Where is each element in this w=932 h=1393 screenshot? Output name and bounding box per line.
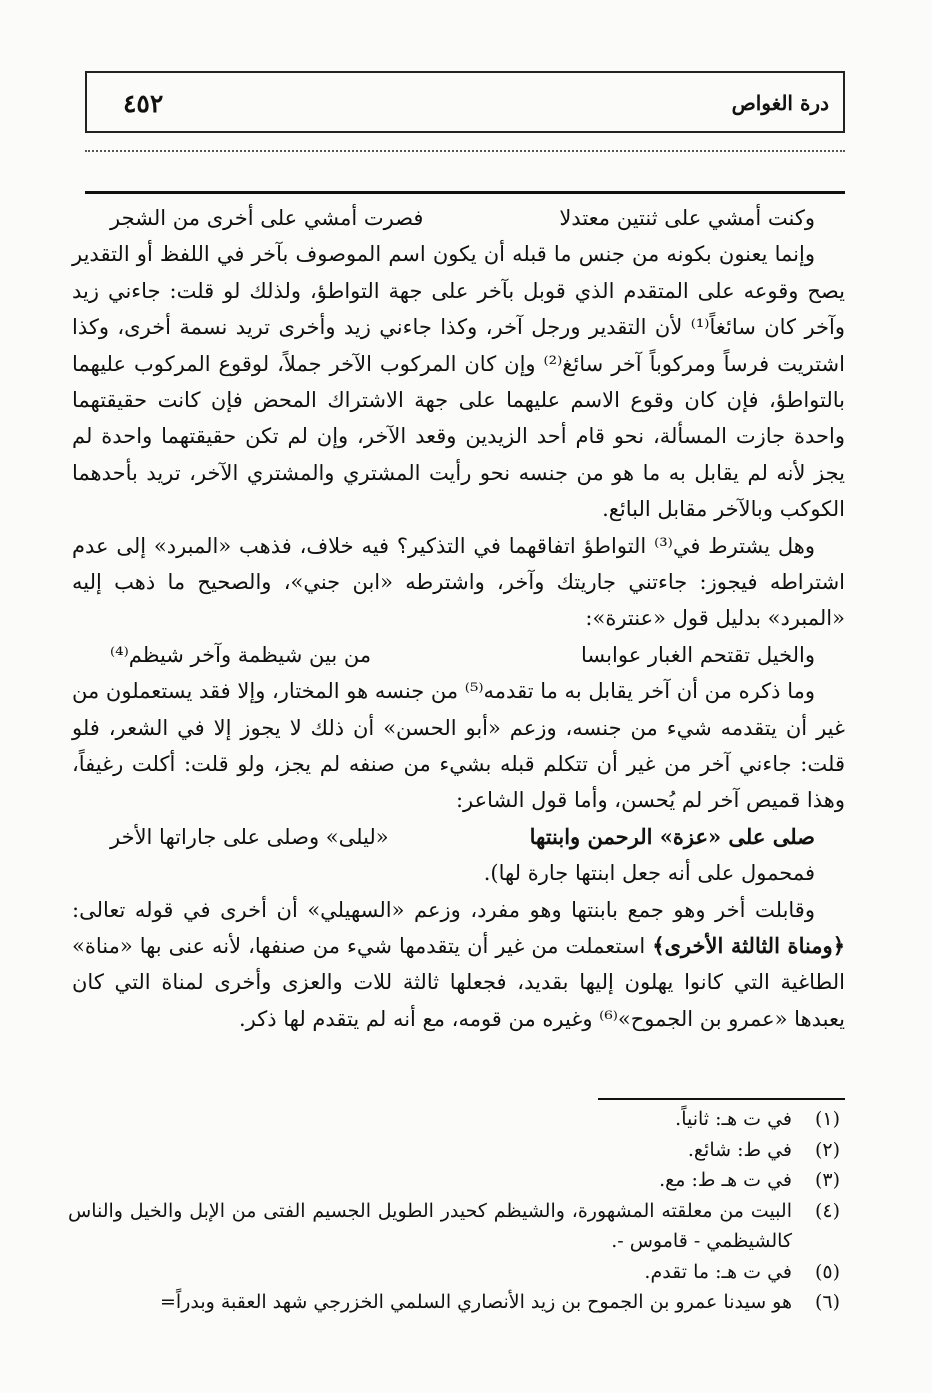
verse-line (72, 819, 845, 855)
footnote-text: في ط: شائع. (687, 1138, 792, 1161)
quran-quote: ﴿ومناة الثالثة الأخرى﴾ (652, 933, 845, 959)
footnote (68, 1196, 840, 1257)
footnote (68, 1287, 840, 1318)
footnote-text: هو سيدنا عمرو بن الجموح بن زيد الأنصاري السلمي الخزرجي شهد العقبة وبدراً= (160, 1291, 792, 1313)
paragraph-text: استعملت من غير أن يتقدمها شيء من صنفها، لأنه عنى بها «مناة» الطاغية التي كانوا يهلون إليها بقديد، فجعلها ثالثة للات والعزى وأخرى لمناة التي كان يعبدها «عمرو بن الجموح»⁽⁶⁾ وغيره من قومه، مع أنه لم يتقدم لها ذكر. (72, 934, 845, 1031)
dotted-separator (85, 150, 845, 152)
paragraph-text: وقابلت أخر وهو جمع بابنتها وهو مفرد، وزعم «السهيلي» أن أخرى في قوله تعالى: (72, 897, 815, 922)
footnote-text: في ت هـ: ثانياً. (675, 1108, 792, 1130)
verse-hemistich: وكنت أمشي على ثنتين معتدلا (559, 206, 815, 230)
footnote (68, 1165, 840, 1196)
verse-hemistich: فصرت أمشي على أخرى من الشجر (110, 206, 424, 230)
header-rule (85, 191, 845, 194)
footnote (68, 1257, 840, 1288)
paragraph: فمحمول على أنه جعل ابنتها جارة لها). (483, 861, 815, 886)
paragraph (72, 892, 845, 1038)
book-title: درة الغواص (731, 91, 829, 115)
footnote (68, 1104, 840, 1135)
page-number: ٤٥٢ (123, 89, 164, 118)
footnote-number: (١) (814, 1108, 840, 1130)
paragraph: وهل يشترط في⁽³⁾ التواطؤ اتفاقهما في التذكير؟ فيه خلاف، فذهب «المبرد» إلى عدم اشتراطه فيجوز: جاءتني جاريتك وآخر، واشترطه «ابن جني»، والصحيح ما ذهب إليه «المبرد» بدليل قول «عنترة»: (72, 533, 845, 631)
paragraph: وما ذكره من أن آخر يقابل به ما تقدمه⁽⁵⁾ من جنسه هو المختار، وإلا فقد يستعملون من غير أن يتقدمه شيء من جنسه، وزعم «أبو الحسن» أن ذلك لا يجوز إلا في الشعر، فلو قلت: جاءني آخر من غير أن تتكلم قبله بشيء من صنفه لم يجز، ولو قلت: أكلت رغيفاً، وهذا قميص آخر لم يُحسن، وأما قول الشاعر: (72, 679, 845, 813)
paragraph: وإنما يعنون بكونه من جنس ما قبله أن يكون اسم الموصوف بآخر في اللفظ أو التقدير يصح وقوعه على المتقدم الذي قوبل بآخر على جهة التواطؤ، ولذلك لو قلت: جاءني زيد وآخر كان سائغاً⁽¹⁾ لأن التقدير ورجل آخر، وكذا جاءني زيد وأخرى تريد نسمة أخرى، وكذا اشتريت فرساً ومركوباً آخر سائغ⁽²⁾ وإن كان المركوب الآخر جملاً، لوقوع المركوب عليهما بالتواطؤ، فإن كان وقوع الاسم عليهما على جهة الاشتراك المحض فإن كانت حقيقتهما واحدة جازت المسألة، نحو قام أحد الزيدين وقعد الآخر، وإن لم تكن حقيقتهما واحدة لم يجز لأنه لم يقابل به ما هو من جنسه نحو رأيت المشتري والمشتري الآخر، تريد بأحدهما الكوكب وبالآخر مقابل البائع. (72, 242, 845, 522)
footnote-number: (٥) (814, 1260, 840, 1283)
footnote-number: (٣) (814, 1169, 840, 1191)
footnote-number: (٢) (814, 1138, 840, 1161)
main-text (72, 200, 845, 1037)
verse-line (72, 200, 845, 236)
footnote-rule (598, 1098, 845, 1100)
verse-hemistich: صلى على «عزة» الرحمن وابنتها (529, 823, 815, 849)
footnote (68, 1135, 840, 1166)
footnote-number: (٦) (814, 1291, 840, 1313)
verse-hemistich: والخيل تقتحم الغبار عوابسا (581, 642, 815, 667)
footnote-text: البيت من معلقته المشهورة، والشيظم كحيدر الطويل الجسيم الفتى من الإبل والخيل والناس كالشيظمي - قاموس -. (68, 1199, 792, 1252)
footnotes (68, 1104, 840, 1318)
verse-line (72, 637, 845, 673)
verse-hemistich: من بين شيظمة وآخر شيظم⁽⁴⁾ (110, 642, 372, 667)
footnote-number: (٤) (814, 1199, 840, 1222)
footnote-text: في ت هـ ط: مع. (659, 1169, 792, 1191)
page-header (85, 71, 845, 133)
verse-hemistich: «ليلى» وصلى على جاراتها الأخر (110, 824, 389, 849)
footnote-text: في ت هـ: ما تقدم. (644, 1260, 792, 1283)
